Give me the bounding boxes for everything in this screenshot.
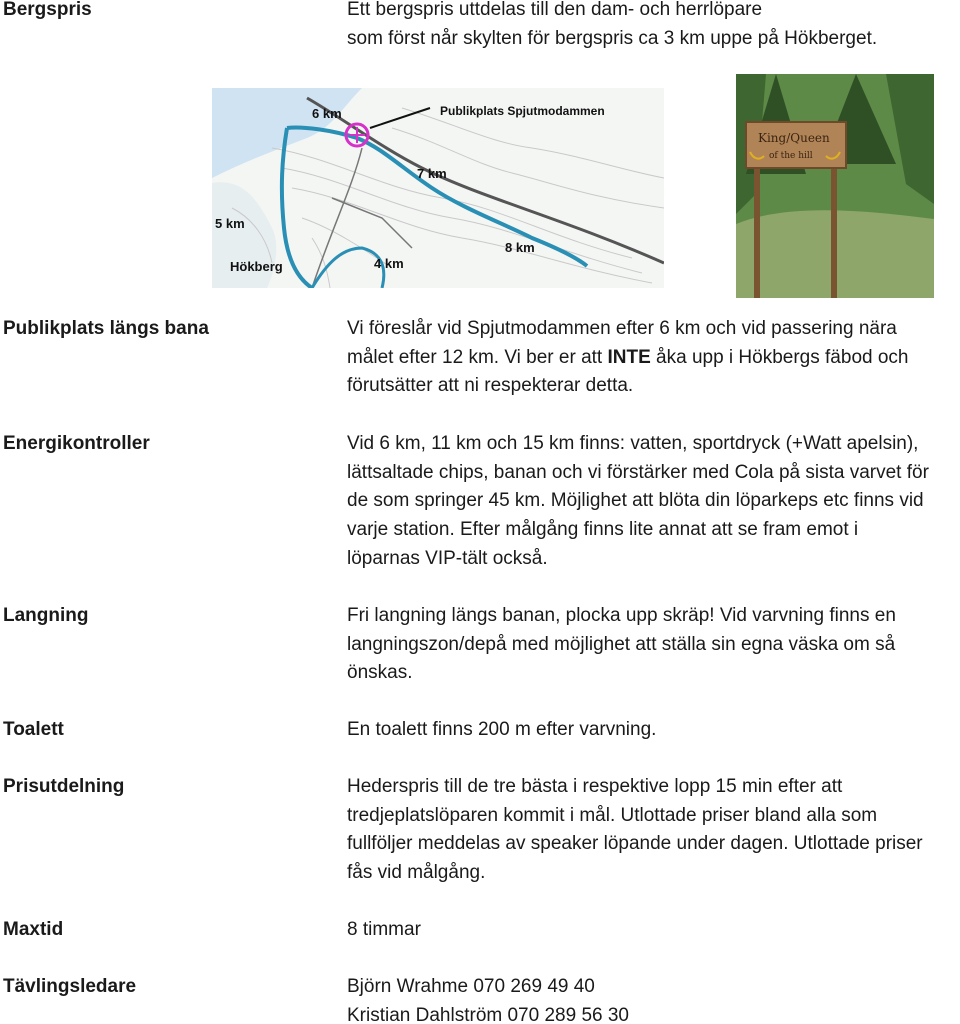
sign-text-line1: King/Queen: [758, 131, 830, 145]
sign-text-line2: of the hill: [769, 151, 813, 161]
text-line: Ett bergspris uttdelas till den dam- och herrlöpare: [347, 0, 763, 20]
map-label-hokberg: Hökberg: [230, 259, 283, 274]
text-line: fås vid målgång.: [347, 862, 486, 884]
map-label-5km: 5 km: [215, 216, 245, 231]
sign-board: [746, 122, 846, 168]
contact-line: Björn Wrahme 070 269 49 40: [347, 976, 595, 997]
text-line: löparnas VIP-tält också.: [347, 547, 548, 569]
text-line: Vid 6 km, 11 km och 15 km finns: vatten, sportdryck (+Watt apelsin),: [347, 433, 919, 454]
label-toalett: Toalett: [3, 719, 64, 740]
value-prisutdelning: [347, 773, 959, 888]
label-maxtid: Maxtid: [3, 919, 64, 940]
text-line: tredjeplatslöparen kommit i mål. Utlottade priser bland alla som: [347, 804, 878, 826]
label-tavlingsledare: Tävlingsledare: [3, 976, 137, 997]
route-map: [212, 88, 664, 288]
text-line: 8 timmar: [347, 919, 421, 940]
contact-line: Kristian Dahlström 070 289 56 30: [347, 1004, 629, 1024]
map-label-spot: Publikplats Spjutmodammen: [440, 104, 605, 118]
text-line: de som springer 45 km. Möjlighet att blöta din löparkeps etc finns vid: [347, 490, 924, 512]
map-label-4km: 4 km: [374, 256, 404, 271]
text-line: förutsätter att ni respekterar detta.: [347, 375, 634, 397]
map-label-8km: 8 km: [505, 240, 535, 255]
map-label-7km: 7 km: [417, 166, 447, 181]
value-energikontroller: [347, 430, 959, 574]
label-publikplats: Publikplats längs bana: [3, 318, 209, 339]
label-energikontroller: Energikontroller: [3, 433, 150, 454]
label-bergspris: Bergspris: [3, 0, 92, 20]
text-line: fullföljer meddelas av speaker löpande under dagen. Utlottade priser: [347, 833, 923, 855]
value-langning: [347, 602, 959, 688]
text-line: Vi föreslår vid Spjutmodammen efter 6 km och vid passering nära: [347, 318, 897, 339]
label-langning: Langning: [3, 605, 89, 626]
text-line: langningszon/depå med möjlighet att ställa sin egna väska om så: [347, 633, 896, 655]
text-line: varje station. Efter målgång finns lite annat att se fram emot i: [347, 519, 859, 541]
map-label-6km: 6 km: [312, 106, 342, 121]
emphasis-inte: INTE: [607, 346, 651, 368]
value-toalett: [347, 716, 959, 745]
value-maxtid: [347, 916, 959, 945]
text-line: önskas.: [347, 662, 413, 684]
text-line: målet efter 12 km. Vi ber er att INTE åka upp i Hökbergs fäbod och: [347, 346, 909, 368]
value-publikplats: [347, 315, 959, 401]
text-line: Fri langning längs banan, plocka upp skräp! Vid varvning finns en: [347, 605, 896, 626]
king-queen-sign-photo: [736, 74, 934, 298]
value-tavlingsledare: [347, 973, 959, 1024]
label-prisutdelning: Prisutdelning: [3, 776, 125, 797]
text-line: En toalett finns 200 m efter varvning.: [347, 719, 657, 740]
text-line: som först når skylten för bergspris ca 3 km uppe på Hökberget.: [347, 27, 878, 49]
text-line: lättsaltade chips, banan och vi förstärker med Cola på sista varvet för: [347, 461, 929, 483]
text-line: Hederspris till de tre bästa i respektive lopp 15 min efter att: [347, 776, 843, 797]
value-bergspris: [347, 0, 959, 53]
